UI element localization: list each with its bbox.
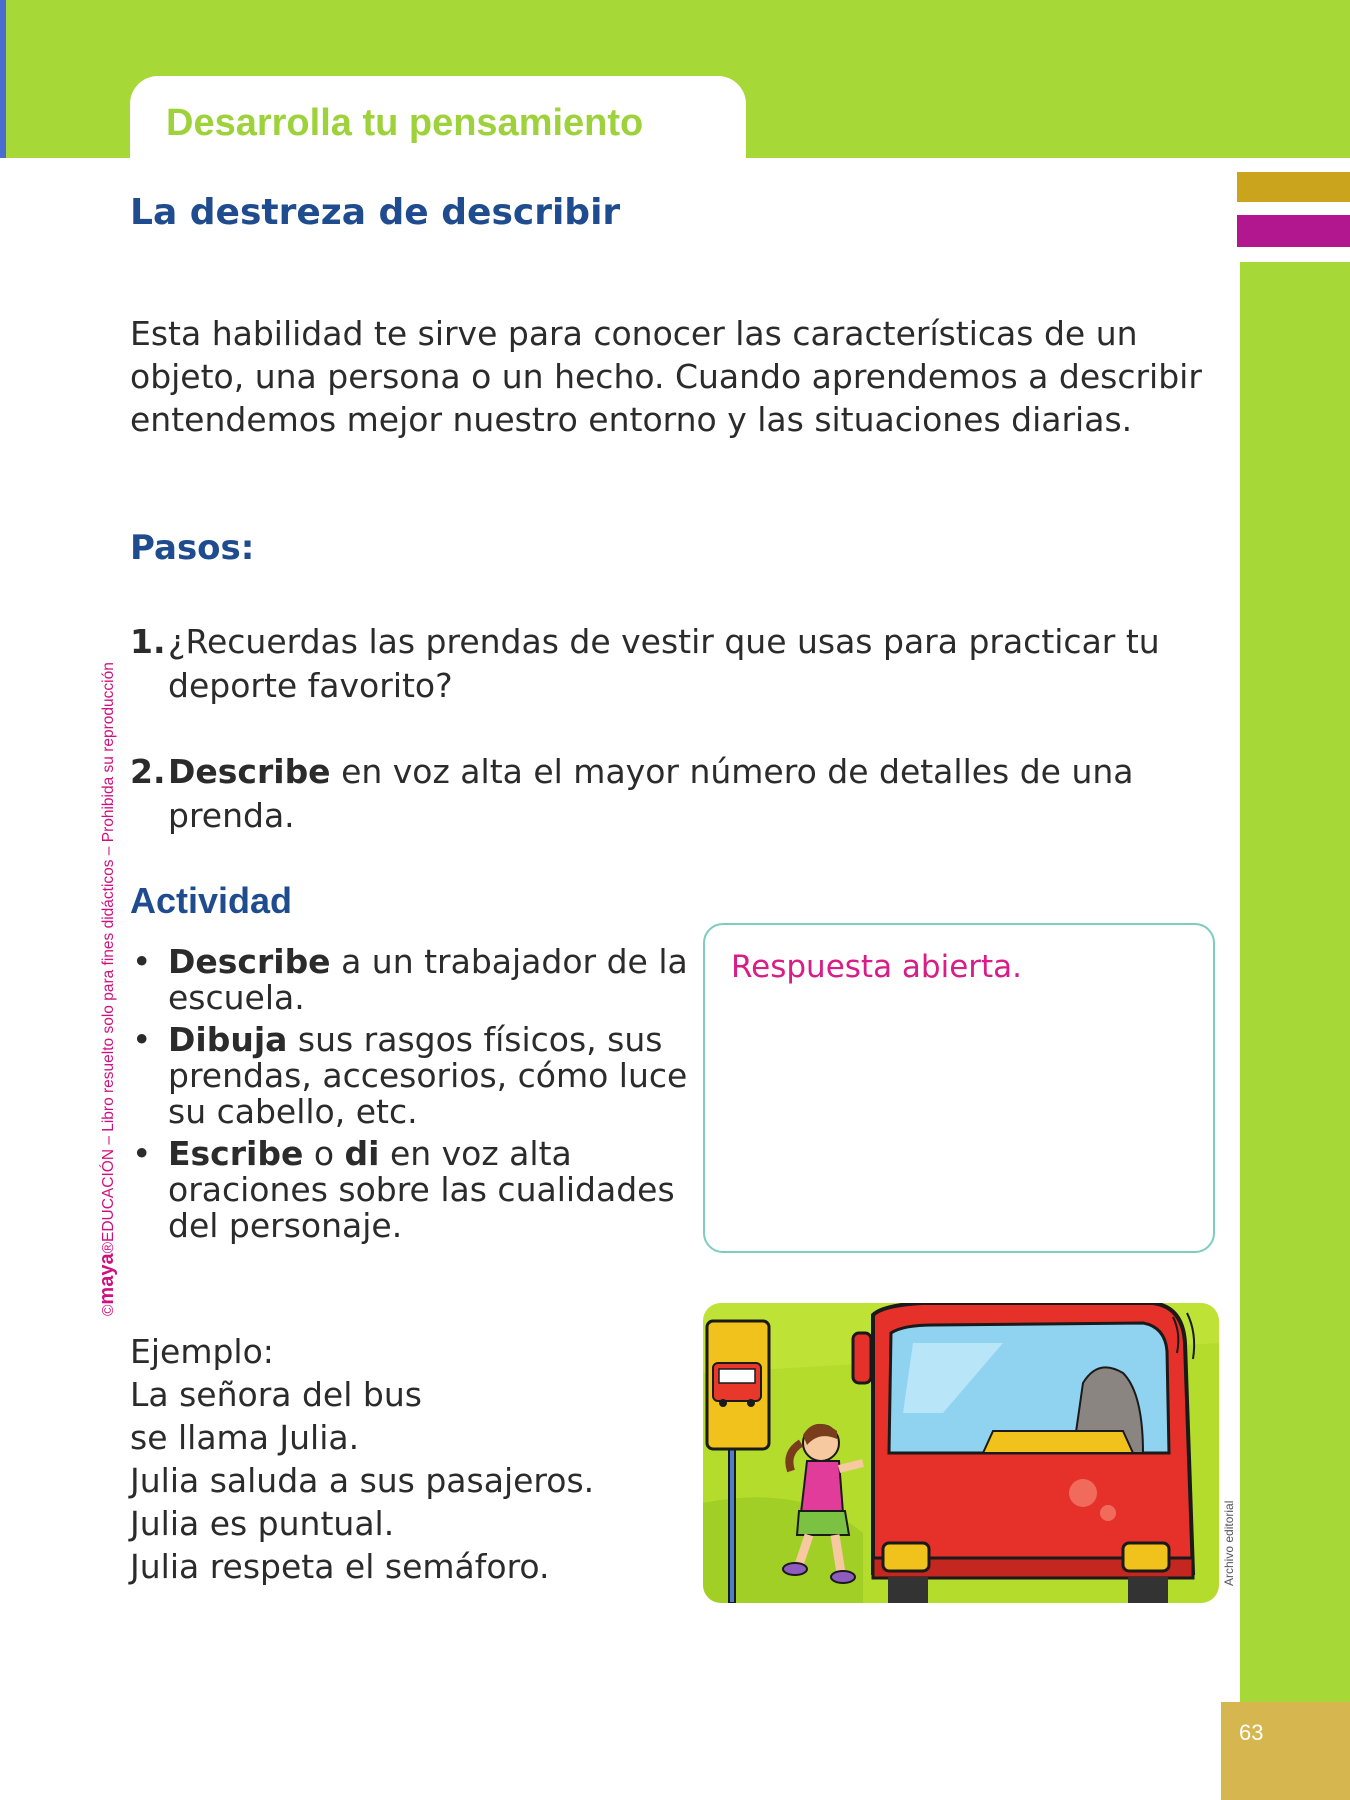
copyright-prefix: © (100, 1304, 117, 1316)
image-credit: Archivo editorial (1222, 1500, 1236, 1586)
section-label: Desarrolla tu pensamiento (166, 102, 644, 144)
list-item-bold: Escribe (168, 1134, 304, 1173)
copyright-reg: ® (100, 1242, 117, 1254)
list-item (130, 944, 690, 1016)
list-item-text: sus rasgos físicos, sus prendas, accesorios, cómo luce su cabello, etc. (168, 1020, 688, 1131)
answer-box[interactable] (703, 923, 1215, 1253)
step-body: ¿Recuerdas las prendas de vestir que usas para practicar tu deporte favorito? (168, 622, 1160, 705)
example-line: La señora del bus (130, 1375, 422, 1414)
pasos-heading: Pasos: (130, 528, 255, 568)
list-item-bold: Describe (168, 942, 331, 981)
step-bold: Describe (168, 752, 331, 791)
bullet-dot: • (132, 942, 152, 981)
step-2 (130, 750, 1210, 838)
bullet-dot: • (132, 1134, 152, 1173)
list-item-text: en voz alta oraciones sobre las cualidades del personaje. (168, 1134, 675, 1245)
section-header-tab (130, 76, 746, 162)
list-item (130, 1136, 690, 1244)
page-title: La destreza de describir (130, 192, 621, 233)
bus-illustration (703, 1303, 1219, 1603)
right-green-band (1240, 262, 1350, 1702)
actividad-heading: Actividad (130, 880, 293, 921)
step-number: 2. (130, 752, 166, 791)
step-text (130, 750, 1210, 838)
decor-stripe-gold (1237, 172, 1350, 202)
example-line: Julia saluda a sus pasajeros. (130, 1461, 595, 1500)
actividad-list (130, 944, 690, 1250)
example-line: Julia es puntual. (130, 1504, 395, 1543)
answer-text: Respuesta abierta. (731, 949, 1023, 985)
left-edge-stripe (0, 0, 6, 158)
list-item-mid: o (303, 1134, 345, 1173)
step-number: 1. (130, 622, 166, 661)
copyright-brand: maya (96, 1253, 118, 1305)
example-line: Ejemplo: (130, 1332, 274, 1371)
step-text (130, 620, 1210, 708)
page-number: 63 (1239, 1720, 1264, 1745)
example-block (130, 1330, 594, 1588)
list-item-text: a un trabajador de la escuela. (168, 942, 688, 1017)
step-1 (130, 620, 1210, 708)
example-line: se llama Julia. (130, 1418, 360, 1457)
copyright-vertical-text (96, 486, 119, 1316)
decor-stripe-magenta (1237, 215, 1350, 247)
list-item-bold-2: di (344, 1134, 380, 1173)
copyright-rest: EDUCACIÓN – Libro resuelto solo para fines didácticos – Prohibida su reproducción (100, 662, 117, 1242)
intro-paragraph: Esta habilidad te sirve para conocer las características de un objeto, una persona o un hecho. Cuando aprendemos a describir entendemos mejor nuestro entorno y las situaciones diarias. (130, 314, 1202, 439)
bullet-dot: • (132, 1020, 152, 1059)
list-item (130, 1022, 690, 1130)
step-body: en voz alta el mayor número de detalles de una prenda. (168, 752, 1134, 835)
list-item-bold: Dibuja (168, 1020, 288, 1059)
page-number-tab (1221, 1702, 1350, 1800)
example-line: Julia respeta el semáforo. (130, 1547, 550, 1586)
bus-illustration-svg (703, 1303, 1219, 1603)
